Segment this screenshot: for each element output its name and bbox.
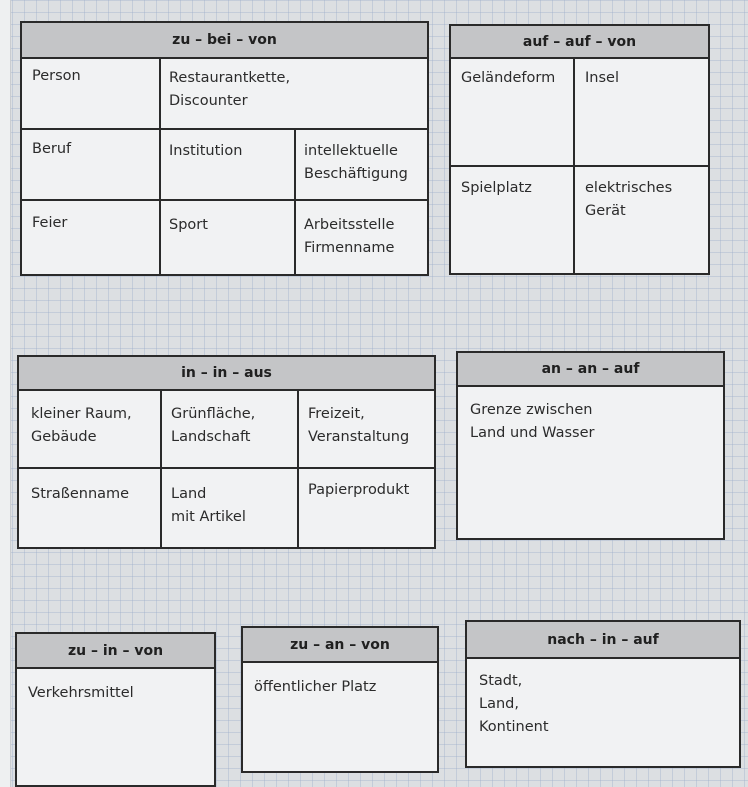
cell-gruenflaeche: Grünfläche, Landschaft bbox=[171, 406, 256, 445]
cell-stadt-land-kontinent: Stadt, Land, Kontinent bbox=[479, 673, 549, 735]
table-header: zu – bei – von bbox=[22, 23, 427, 59]
table-zu-in-von bbox=[15, 632, 216, 787]
cell-feier: Feier bbox=[32, 215, 68, 231]
table-header: zu – in – von bbox=[17, 634, 214, 669]
table-zu-an-von bbox=[241, 626, 439, 773]
cell-arbeitsstelle: Arbeitsstelle Firmenname bbox=[304, 217, 395, 256]
cell-grenze: Grenze zwischen Land und Wasser bbox=[470, 402, 595, 441]
table-an-an-auf bbox=[456, 351, 725, 540]
cell-sport: Sport bbox=[169, 217, 208, 233]
table-in-in-aus bbox=[17, 355, 436, 549]
cell-freizeit: Freizeit, Veranstaltung bbox=[308, 406, 410, 445]
cell-spielplatz: Spielplatz bbox=[461, 180, 532, 196]
table-header: an – an – auf bbox=[458, 353, 723, 387]
cell-land-mit-artikel: Land mit Artikel bbox=[171, 486, 246, 525]
table-auf-auf-von bbox=[449, 24, 710, 275]
table-header: in – in – aus bbox=[19, 357, 434, 391]
table-nach-in-auf bbox=[465, 620, 741, 768]
cell-papierprodukt: Papierprodukt bbox=[308, 482, 410, 498]
cell-gelaendeform: Geländeform bbox=[461, 70, 556, 86]
cell-kleiner-raum: kleiner Raum, Gebäude bbox=[31, 406, 132, 445]
cell-oeffentlicher-platz: öffentlicher Platz bbox=[254, 679, 377, 695]
cell-beruf: Beruf bbox=[32, 141, 72, 157]
cell-insel: Insel bbox=[585, 70, 619, 86]
paper-edge bbox=[0, 0, 11, 787]
table-header: zu – an – von bbox=[243, 628, 437, 663]
cell-elektrisches: elektrisches Gerät bbox=[585, 180, 673, 219]
cell-restaurantkette: Restaurantkette, Discounter bbox=[169, 70, 291, 109]
cell-institution: Institution bbox=[169, 143, 243, 159]
cell-strassenname: Straßenname bbox=[31, 486, 130, 502]
table-header: nach – in – auf bbox=[467, 622, 739, 659]
cell-intellektuelle: intellektuelle Beschäftigung bbox=[304, 143, 408, 182]
cell-verkehrsmittel: Verkehrsmittel bbox=[28, 685, 134, 701]
cell-person: Person bbox=[32, 68, 81, 84]
table-zu-bei-von bbox=[20, 21, 429, 276]
table-header: auf – auf – von bbox=[451, 26, 708, 59]
